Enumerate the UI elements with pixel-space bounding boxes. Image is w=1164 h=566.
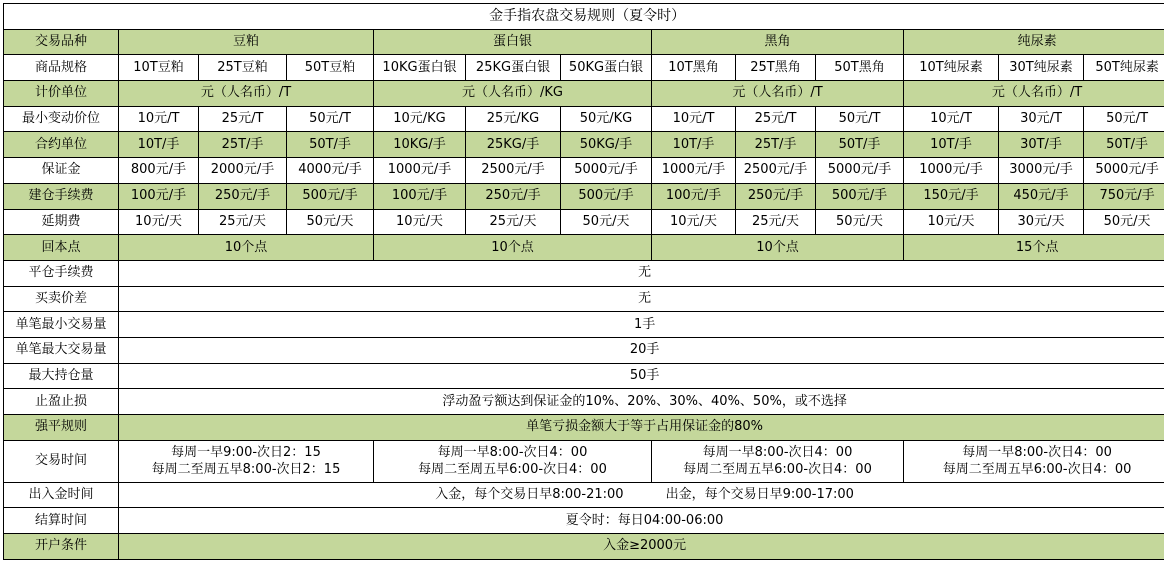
table-cell: 无 (119, 260, 1164, 286)
table-cell: 100元/手 (652, 183, 736, 209)
table-cell: 25T/手 (736, 132, 816, 158)
row-label: 平仓手续费 (4, 260, 119, 286)
product-header: 蛋白银 (374, 29, 652, 55)
table-cell: 100元/手 (374, 183, 466, 209)
table-cell: 25T/手 (199, 132, 287, 158)
table-row (4, 389, 1164, 415)
row-label: 单笔最小交易量 (4, 312, 119, 338)
row-label: 单笔最大交易量 (4, 337, 119, 363)
table-cell: 元（人名币）/KG (374, 81, 652, 107)
table-cell: 10元/天 (652, 209, 736, 235)
table-cell: 50元/KG (561, 106, 652, 132)
table-cell: 750元/手 (1084, 183, 1164, 209)
table-row (4, 183, 1164, 209)
table-cell: 10T/手 (904, 132, 999, 158)
funds-time-cell (119, 482, 1164, 508)
trading-hours-line: 每周二至周五早6:00-次日4：00 (418, 462, 607, 478)
row-label: 商品规格 (4, 55, 119, 81)
table-cell: 25KG/手 (466, 132, 561, 158)
table-row (4, 55, 1164, 81)
table-cell: 10T豆粕 (119, 55, 199, 81)
table-cell: 25元/KG (466, 106, 561, 132)
row-label: 出入金时间 (4, 482, 119, 508)
table-cell: 50KG/手 (561, 132, 652, 158)
table-cell: 250元/手 (736, 183, 816, 209)
table-row (4, 337, 1164, 363)
row-label: 买卖价差 (4, 286, 119, 312)
table-title: 金手指农盘交易规则（夏令时） (4, 4, 1164, 30)
table-cell: 10KG/手 (374, 132, 466, 158)
table-cell: 30元/T (999, 106, 1084, 132)
table-cell: 50手 (119, 363, 1164, 389)
trading-hours-cell (119, 440, 374, 482)
trading-hours-line: 每周一早9:00-次日2：15 (171, 445, 321, 461)
table-cell: 30T/手 (999, 132, 1084, 158)
row-label: 结算时间 (4, 508, 119, 534)
table-cell: 50元/天 (287, 209, 374, 235)
table-cell: 50元/天 (816, 209, 904, 235)
trading-hours-line: 每周二至周五早8:00-次日2：15 (151, 462, 341, 478)
table-cell: 150元/手 (904, 183, 999, 209)
trading-hours-line: 每周二至周五早6:00-次日4：00 (942, 462, 1132, 478)
table-cell: 浮动盈亏额达到保证金的10%、20%、30%、40%、50%，或不选择 (119, 389, 1164, 415)
trading-hours-cell (652, 440, 904, 482)
table-cell: 500元/手 (561, 183, 652, 209)
table-cell: 50元/T (816, 106, 904, 132)
table-row (4, 106, 1164, 132)
table-cell: 50元/天 (561, 209, 652, 235)
table-cell: 20手 (119, 337, 1164, 363)
row-label: 止盈止损 (4, 389, 119, 415)
table-cell: 10T/手 (119, 132, 199, 158)
table-cell: 25元/T (736, 106, 816, 132)
trading-hours-line: 每周一早8:00-次日4：00 (702, 445, 853, 461)
table-cell: 2500元/手 (466, 158, 561, 184)
trading-rules-table (3, 3, 1164, 560)
table-row (4, 363, 1164, 389)
row-label: 开户条件 (4, 534, 119, 560)
table-row (4, 482, 1164, 508)
table-cell: 250元/手 (466, 183, 561, 209)
table-cell: 无 (119, 286, 1164, 312)
product-header-row (4, 29, 1164, 55)
table-cell: 10T黑角 (652, 55, 736, 81)
table-cell: 10元/天 (904, 209, 999, 235)
table-cell: 元（人名币）/T (119, 81, 374, 107)
table-cell: 25元/天 (466, 209, 561, 235)
table-row (4, 235, 1164, 261)
table-cell: 25KG蛋白银 (466, 55, 561, 81)
table-cell: 500元/手 (816, 183, 904, 209)
table-cell: 500元/手 (287, 183, 374, 209)
table-cell: 250元/手 (199, 183, 287, 209)
table-cell: 10元/T (652, 106, 736, 132)
table-cell: 25元/天 (736, 209, 816, 235)
table-row (4, 440, 1164, 482)
table-cell: 10T纯尿素 (904, 55, 999, 81)
table-row (4, 534, 1164, 560)
table-cell: 450元/手 (999, 183, 1084, 209)
table-cell: 10个点 (119, 235, 374, 261)
table-row (4, 132, 1164, 158)
row-label: 交易时间 (4, 440, 119, 482)
table-row (4, 209, 1164, 235)
table-row (4, 81, 1164, 107)
table-cell: 15个点 (904, 235, 1164, 261)
row-label: 建仓手续费 (4, 183, 119, 209)
table-cell: 10元/天 (119, 209, 199, 235)
table-cell: 25元/T (199, 106, 287, 132)
table-cell: 50T/手 (816, 132, 904, 158)
table-cell: 10KG蛋白银 (374, 55, 466, 81)
product-header: 豆粕 (119, 29, 374, 55)
row-label: 最小变动价位 (4, 106, 119, 132)
row-label: 计价单位 (4, 81, 119, 107)
trading-hours-cell (374, 440, 652, 482)
table-row (4, 508, 1164, 534)
table-cell: 4000元/手 (287, 158, 374, 184)
table-cell: 50元/T (1084, 106, 1164, 132)
trading-hours-line: 每周一早8:00-次日4：00 (437, 445, 588, 461)
row-label: 保证金 (4, 158, 119, 184)
table-cell: 夏令时：每日04:00-06:00 (119, 508, 1164, 534)
table-cell: 10元/T (119, 106, 199, 132)
row-label: 合约单位 (4, 132, 119, 158)
title-row (4, 4, 1164, 30)
table-row (4, 260, 1164, 286)
table-row (4, 158, 1164, 184)
table-cell: 1000元/手 (374, 158, 466, 184)
table-row (4, 415, 1164, 441)
table-cell: 25元/天 (199, 209, 287, 235)
row-label: 交易品种 (4, 29, 119, 55)
table-cell: 50T/手 (287, 132, 374, 158)
trading-hours-line: 每周一早8:00-次日4：00 (962, 445, 1112, 461)
table-cell: 元（人名币）/T (904, 81, 1164, 107)
table-cell: 800元/手 (119, 158, 199, 184)
table-cell: 50元/T (287, 106, 374, 132)
product-header: 纯尿素 (904, 29, 1164, 55)
trading-hours-line: 每周二至周五早6:00-次日4：00 (683, 462, 872, 478)
table-cell: 10T/手 (652, 132, 736, 158)
deposit-time: 入金，每个交易日早8:00-21:00 (435, 487, 624, 503)
row-label: 最大持仓量 (4, 363, 119, 389)
withdraw-time: 出金，每个交易日早9:00-17:00 (665, 487, 854, 503)
table-cell: 10个点 (374, 235, 652, 261)
table-cell: 25T豆粕 (199, 55, 287, 81)
table-cell: 2000元/手 (199, 158, 287, 184)
table-cell: 10元/KG (374, 106, 466, 132)
table-cell: 30元/天 (999, 209, 1084, 235)
table-cell: 100元/手 (119, 183, 199, 209)
table-cell: 50T黑角 (816, 55, 904, 81)
table-cell: 10个点 (652, 235, 904, 261)
table-cell: 元（人名币）/T (652, 81, 904, 107)
table-cell: 30T纯尿素 (999, 55, 1084, 81)
table-cell: 3000元/手 (999, 158, 1084, 184)
row-label: 强平规则 (4, 415, 119, 441)
table-cell: 1手 (119, 312, 1164, 338)
table-cell: 25T黑角 (736, 55, 816, 81)
table-cell: 50T纯尿素 (1084, 55, 1164, 81)
row-label: 回本点 (4, 235, 119, 261)
trading-hours-cell (904, 440, 1164, 482)
table-cell: 入金≥2000元 (119, 534, 1164, 560)
table-cell: 5000元/手 (1084, 158, 1164, 184)
table-cell: 50元/天 (1084, 209, 1164, 235)
table-cell: 10元/T (904, 106, 999, 132)
table-cell: 1000元/手 (652, 158, 736, 184)
table-cell: 2500元/手 (736, 158, 816, 184)
table-row (4, 286, 1164, 312)
table-cell: 1000元/手 (904, 158, 999, 184)
table-cell: 50KG蛋白银 (561, 55, 652, 81)
product-header: 黑角 (652, 29, 904, 55)
table-cell: 5000元/手 (816, 158, 904, 184)
table-cell: 5000元/手 (561, 158, 652, 184)
table-cell: 单笔亏损金额大于等于占用保证金的80% (119, 415, 1164, 441)
row-label: 延期费 (4, 209, 119, 235)
table-cell: 10元/天 (374, 209, 466, 235)
table-cell: 50T/手 (1084, 132, 1164, 158)
table-row (4, 312, 1164, 338)
table-cell: 50T豆粕 (287, 55, 374, 81)
